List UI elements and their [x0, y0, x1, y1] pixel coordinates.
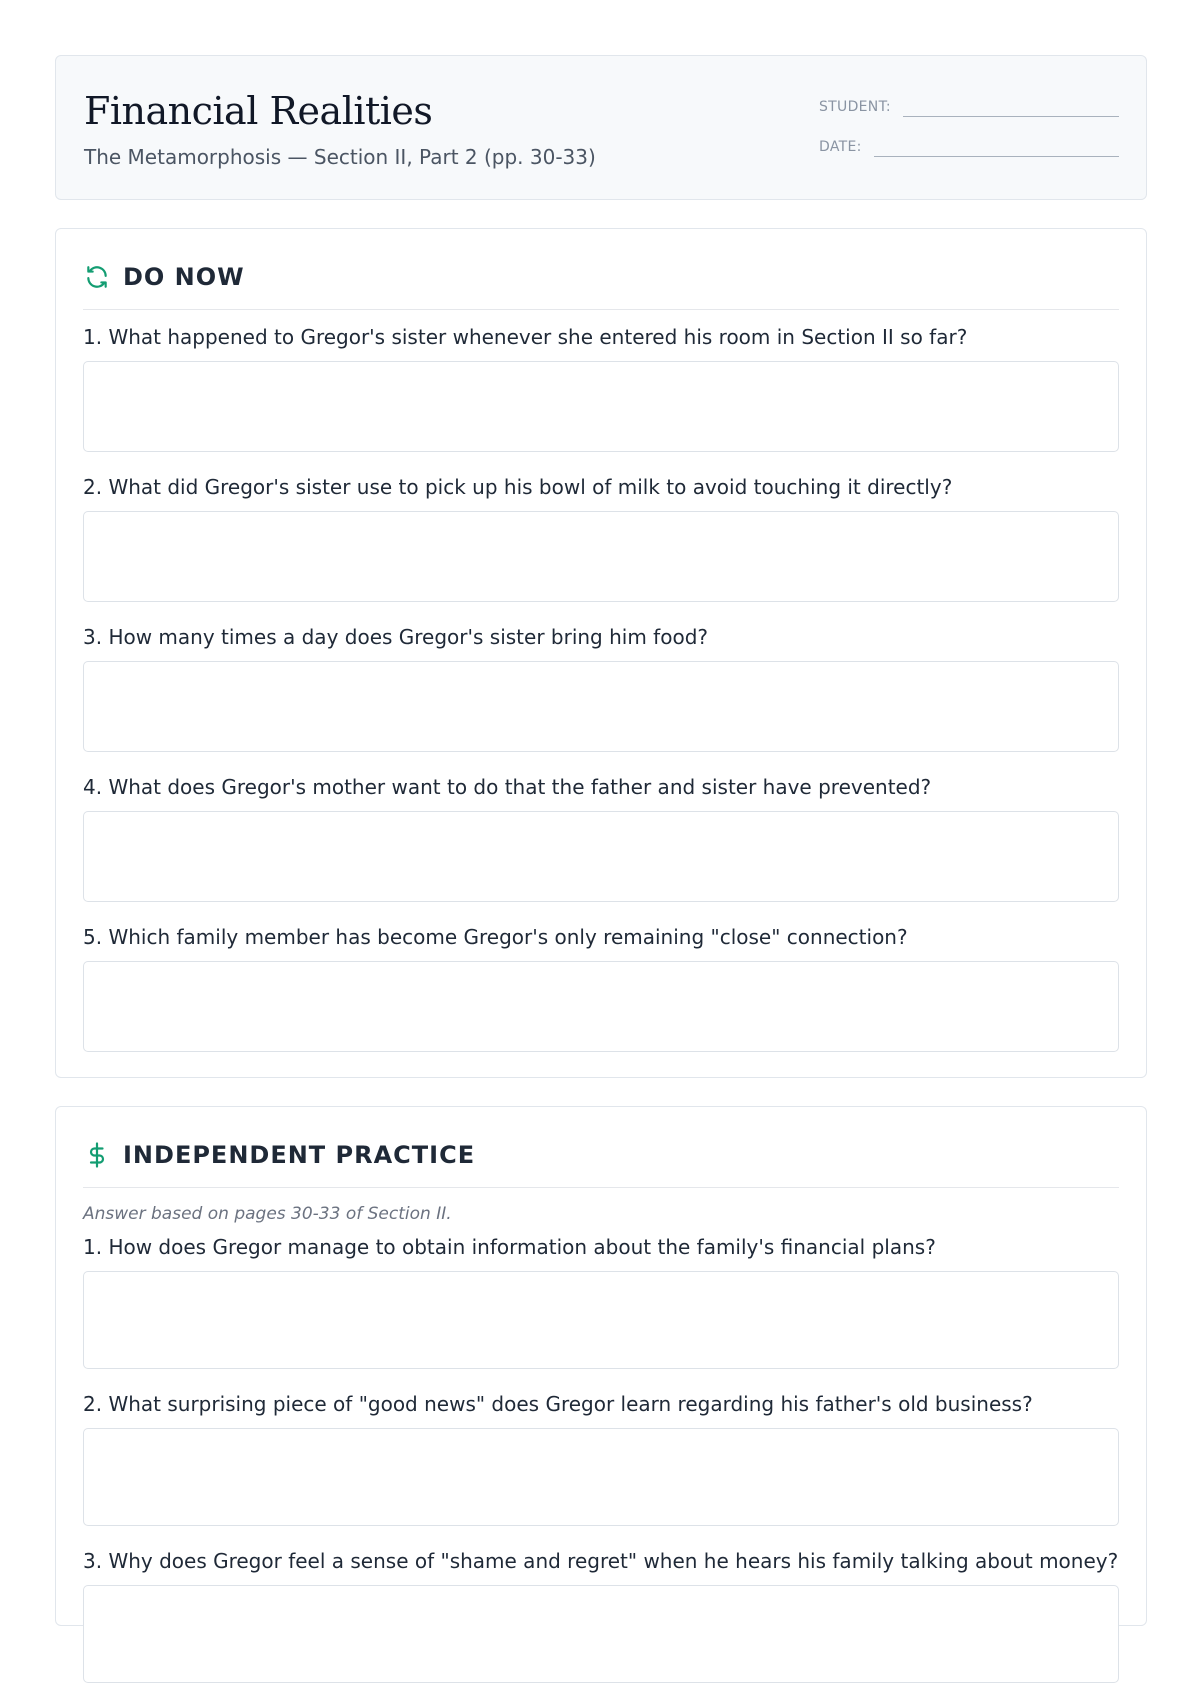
question-text: 3. How many times a day does Gregor's sister bring him food? [83, 625, 709, 649]
worksheet-header [55, 55, 1147, 200]
student-field [819, 96, 1119, 117]
question-text: 3. Why does Gregor feel a sense of "shame and regret" when he hears his family talking about money? [83, 1549, 1119, 1573]
do-now-question [83, 772, 1119, 902]
question-text: 2. What surprising piece of "good news" does Gregor learn regarding his father's old business? [83, 1392, 1033, 1416]
date-label: DATE: [819, 139, 862, 155]
do-now-question [83, 472, 1119, 602]
answer-box[interactable] [83, 811, 1119, 902]
do-now-section [55, 228, 1147, 1078]
question-text: 2. What did Gregor's sister use to pick up his bowl of milk to avoid touching it directly? [83, 475, 953, 499]
independent-practice-header [83, 1135, 1119, 1188]
practice-question [83, 1232, 1119, 1369]
date-line[interactable] [874, 136, 1119, 157]
question-text: 1. How does Gregor manage to obtain information about the family's financial plans? [83, 1235, 936, 1259]
student-name-line[interactable] [903, 96, 1119, 117]
question-text: 5. Which family member has become Gregor's only remaining "close" connection? [83, 925, 908, 949]
refresh-icon [83, 263, 111, 291]
student-label: STUDENT: [819, 99, 891, 115]
practice-question [83, 1546, 1119, 1683]
question-text: 4. What does Gregor's mother want to do that the father and sister have prevented? [83, 775, 932, 799]
instructions-text: Answer based on pages 30-33 of Section II. [83, 1204, 452, 1224]
practice-question [83, 1389, 1119, 1526]
page-subtitle: The Metamorphosis — Section II, Part 2 (pp. 30-33) [84, 145, 596, 169]
independent-practice-section [55, 1106, 1147, 1626]
page-title: Financial Realities [84, 89, 433, 133]
date-field [819, 136, 1119, 157]
do-now-question [83, 322, 1119, 452]
answer-box[interactable] [83, 361, 1119, 452]
do-now-question [83, 922, 1119, 1052]
answer-box[interactable] [83, 961, 1119, 1052]
answer-box[interactable] [83, 661, 1119, 752]
dollar-icon [83, 1141, 111, 1169]
answer-box[interactable] [83, 1428, 1119, 1526]
question-text: 1. What happened to Gregor's sister whenever she entered his room in Section II so far? [83, 325, 968, 349]
answer-box[interactable] [83, 511, 1119, 602]
worksheet-page [55, 55, 1147, 1626]
answer-box[interactable] [83, 1271, 1119, 1369]
independent-practice-title: INDEPENDENT PRACTICE [123, 1141, 476, 1169]
do-now-question [83, 622, 1119, 752]
do-now-header [83, 257, 1119, 310]
do-now-title: DO NOW [123, 263, 245, 291]
